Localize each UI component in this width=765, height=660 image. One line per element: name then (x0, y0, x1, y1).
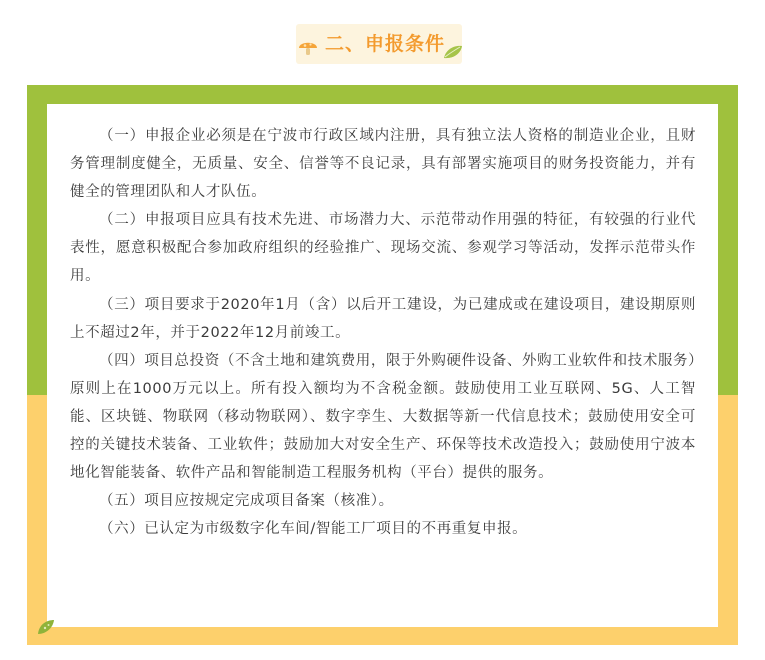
mushroom-icon (296, 36, 320, 58)
condition-item-4: （四）项目总投资（不含土地和建筑费用，限于外购硬件设备、外购工业软件和技术服务）原则上在1000万元以上。所有投入额均为不含税金额。鼓励使用工业互联网、5G、人工智能、区块链、物联网（移动物联网）、数字孪生、大数据等新一代信息技术；鼓励使用安全可控的关键技术装备、工业软件；鼓励加大对安全生产、环保等技术改造投入；鼓励使用宁波本地化智能装备、软件产品和智能制造工程服务机构（平台）提供的服务。 (70, 352, 696, 482)
condition-item-1: （一）申报企业必须是在宁波市行政区域内注册，具有独立法人资格的制造业企业，且财务管理制度健全，无质量、安全、信誉等不良记录，具有部署实施项目的财务投资能力，并有健全的管理团队和人才队伍。 (70, 128, 696, 201)
condition-item-5: （五）项目应按规定完成项目备案（核准）。 (99, 493, 394, 510)
condition-item-6: （六）已认定为市级数字化车间/智能工厂项目的不再重复申报。 (99, 521, 528, 538)
corner-leaf-icon (36, 618, 56, 636)
conditions-list (70, 122, 696, 543)
leaf-icon (442, 44, 464, 60)
condition-item-2: （二）申报项目应具有技术先进、市场潜力大、示范带动作用强的特征，有较强的行业代表性，愿意积极配合参加政府组织的经验推广、现场交流、参观学习等活动，发挥示范带头作用。 (70, 212, 696, 285)
section-title: 二、申报条件 (325, 33, 446, 55)
condition-item-3: （三）项目要求于2020年1月（含）以后开工建设，为已建成或在建设项目，建设期原则上不超过2年，并于2022年12月前竣工。 (70, 296, 696, 341)
